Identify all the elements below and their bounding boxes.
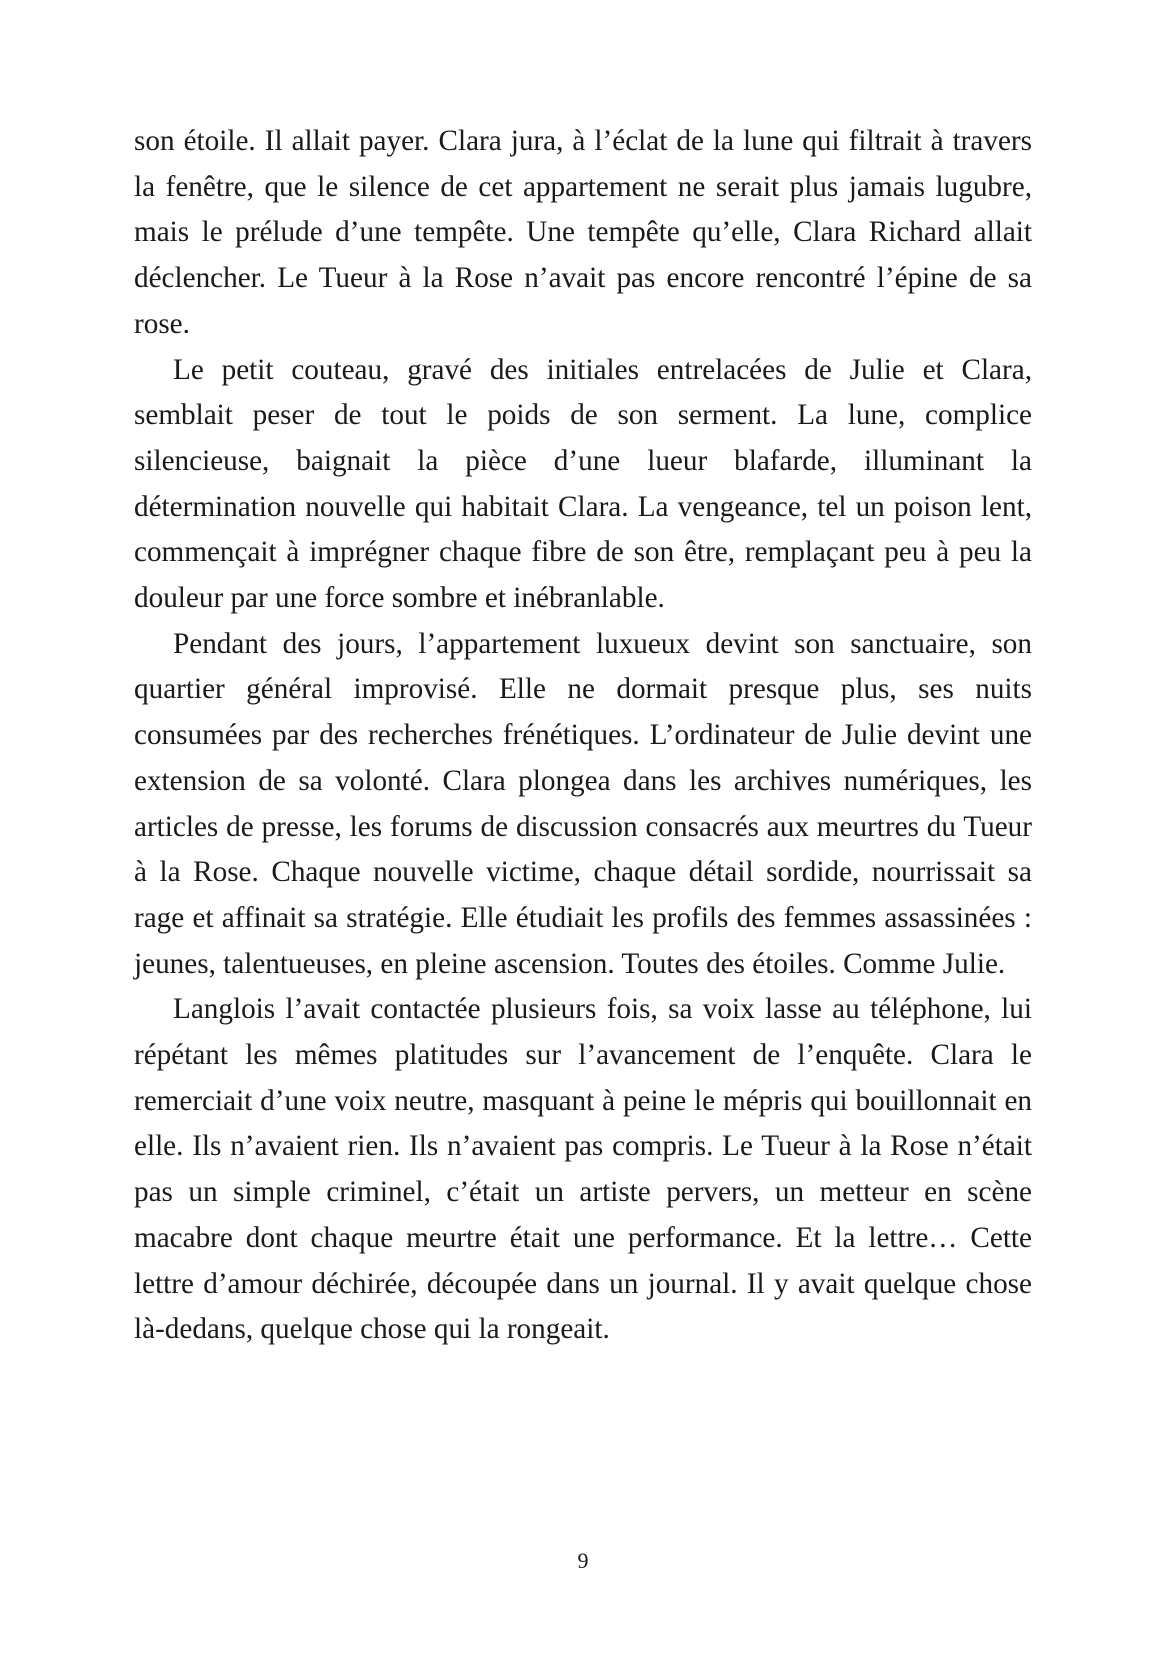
page-number: 9 [577,1548,589,1573]
paragraph-research: Pendant des jours, l’appartement luxueux devint son sanctuaire, son quartier général improvisé. Elle ne dormait presque plus, ses nuits consumées par des recherches frénétiques. L’ordinateur de Julie devint une extension de sa volonté. Clara plongea dans les archives numériques, les articles de presse, les forums de discussion consacrés aux meurtres du Tueur à la Rose. Chaque nouvelle victime, chaque détail sordide, nourrissait sa rage et affinait sa stratégie. Elle étudiait les profils des femmes assassinées : jeunes, talentueuses, en pleine ascension. Toutes des étoiles. Comme Julie. [134,627,1032,980]
paragraph-langlois: Langlois l’avait contactée plusieurs fois, sa voix lasse au téléphone, lui répétant les mêmes platitudes sur l’avancement de l’enquête. Clara le remerciait d’une voix neutre, masquant à peine le mépris qui bouillonnait en elle. Ils n’avaient rien. Ils n’avaient pas compris. Le Tueur à la Rose n’était pas un simple criminel, c’était un artiste pervers, un metteur en scène macabre dont chaque meurtre était une performance. Et la lettre… Cette lettre d’amour déchirée, découpée dans un journal. Il y avait quelque chose là-dedans, quelque chose qui la rongeait. [134,993,1032,1346]
paragraph-knife: Le petit couteau, gravé des initiales entrelacées de Julie et Clara, semblait peser de tout le poids de son serment. La lune, complice silencieuse, baignait la pièce d’une lueur blafarde, illuminant la détermination nouvelle qui habitait Clara. La vengeance, tel un poison lent, commençait à imprégner chaque fibre de son être, remplaçant peu à peu la douleur par une force sombre et inébranlable. [134,353,1032,615]
paragraph-continued: son étoile. Il allait payer. Clara jura, à l’éclat de la lune qui filtrait à travers la fenêtre, que le silence de cet appartement ne serait plus jamais lugubre, mais le prélude d’une tempête. Une tempête qu’elle, Clara Richard allait déclencher. Le Tueur à la Rose n’avait pas encore rencontré l’épine de sa rose. [134,125,1032,340]
body-text [134,119,1032,1353]
